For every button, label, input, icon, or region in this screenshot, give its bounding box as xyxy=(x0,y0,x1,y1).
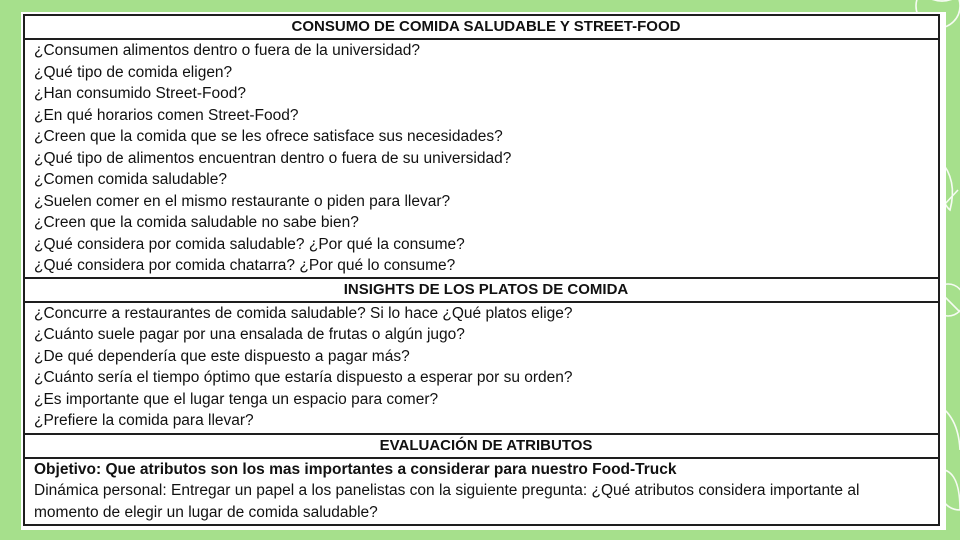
section-title-insights: INSIGHTS DE LOS PLATOS DE COMIDA xyxy=(24,278,939,302)
question-item: ¿Qué considera por comida saludable? ¿Por qué la consume? xyxy=(34,235,465,253)
dynamic-text: Dinámica personal: Entregar un papel a los panelistas con la siguiente pregunta: ¿Qué atributos considera importante al momento de elegir un lugar de comida saludable? xyxy=(34,482,860,521)
question-item: ¿En qué horarios comen Street-Food? xyxy=(34,106,299,124)
section-title-evaluacion: EVALUACIÓN DE ATRIBUTOS xyxy=(24,434,939,458)
section-header-evaluacion xyxy=(24,434,939,458)
survey-document xyxy=(21,12,946,530)
question-item: ¿Qué considera por comida chatarra? ¿Por qué lo consume? xyxy=(34,257,456,274)
section-title-consumo: CONSUMO DE COMIDA SALUDABLE Y STREET-FOOD xyxy=(24,15,939,39)
survey-table xyxy=(23,14,940,526)
section-header-insights xyxy=(24,278,939,302)
evaluation-body xyxy=(24,458,939,526)
question-item: ¿Qué tipo de comida eligen? xyxy=(34,63,233,81)
question-list-insights xyxy=(24,302,939,434)
question-item: ¿Suelen comer en el mismo restaurante o piden para llevar? xyxy=(34,192,451,210)
question-item: ¿Concurre a restaurantes de comida saludable? Si lo hace ¿Qué platos elige? xyxy=(34,304,573,322)
question-item: ¿De qué dependería que este dispuesto a pagar más? xyxy=(34,347,410,365)
question-item: ¿Creen que la comida saludable no sabe bien? xyxy=(34,214,359,231)
question-item: ¿Es importante que el lugar tenga un espacio para comer? xyxy=(34,390,439,408)
objective-text: Objetivo: Que atributos son los mas importantes a considerar para nuestro Food-Truck xyxy=(34,460,677,478)
question-item: ¿Han consumido Street-Food? xyxy=(34,85,246,102)
question-item: ¿Cuánto sería el tiempo óptimo que estaría dispuesto a esperar por su orden? xyxy=(34,369,573,386)
question-item: ¿Consumen alimentos dentro o fuera de la universidad? xyxy=(34,42,421,59)
question-item: ¿Prefiere la comida para llevar? xyxy=(34,412,254,429)
section-header-consumo xyxy=(24,15,939,39)
question-item: ¿Cuánto suele pagar por una ensalada de frutas o algún jugo? xyxy=(34,326,465,343)
question-item: ¿Creen que la comida que se les ofrece satisface sus necesidades? xyxy=(34,128,503,145)
question-item: ¿Qué tipo de alimentos encuentran dentro o fuera de su universidad? xyxy=(34,149,512,167)
question-item: ¿Comen comida saludable? xyxy=(34,171,227,188)
question-list-consumo xyxy=(24,39,939,278)
